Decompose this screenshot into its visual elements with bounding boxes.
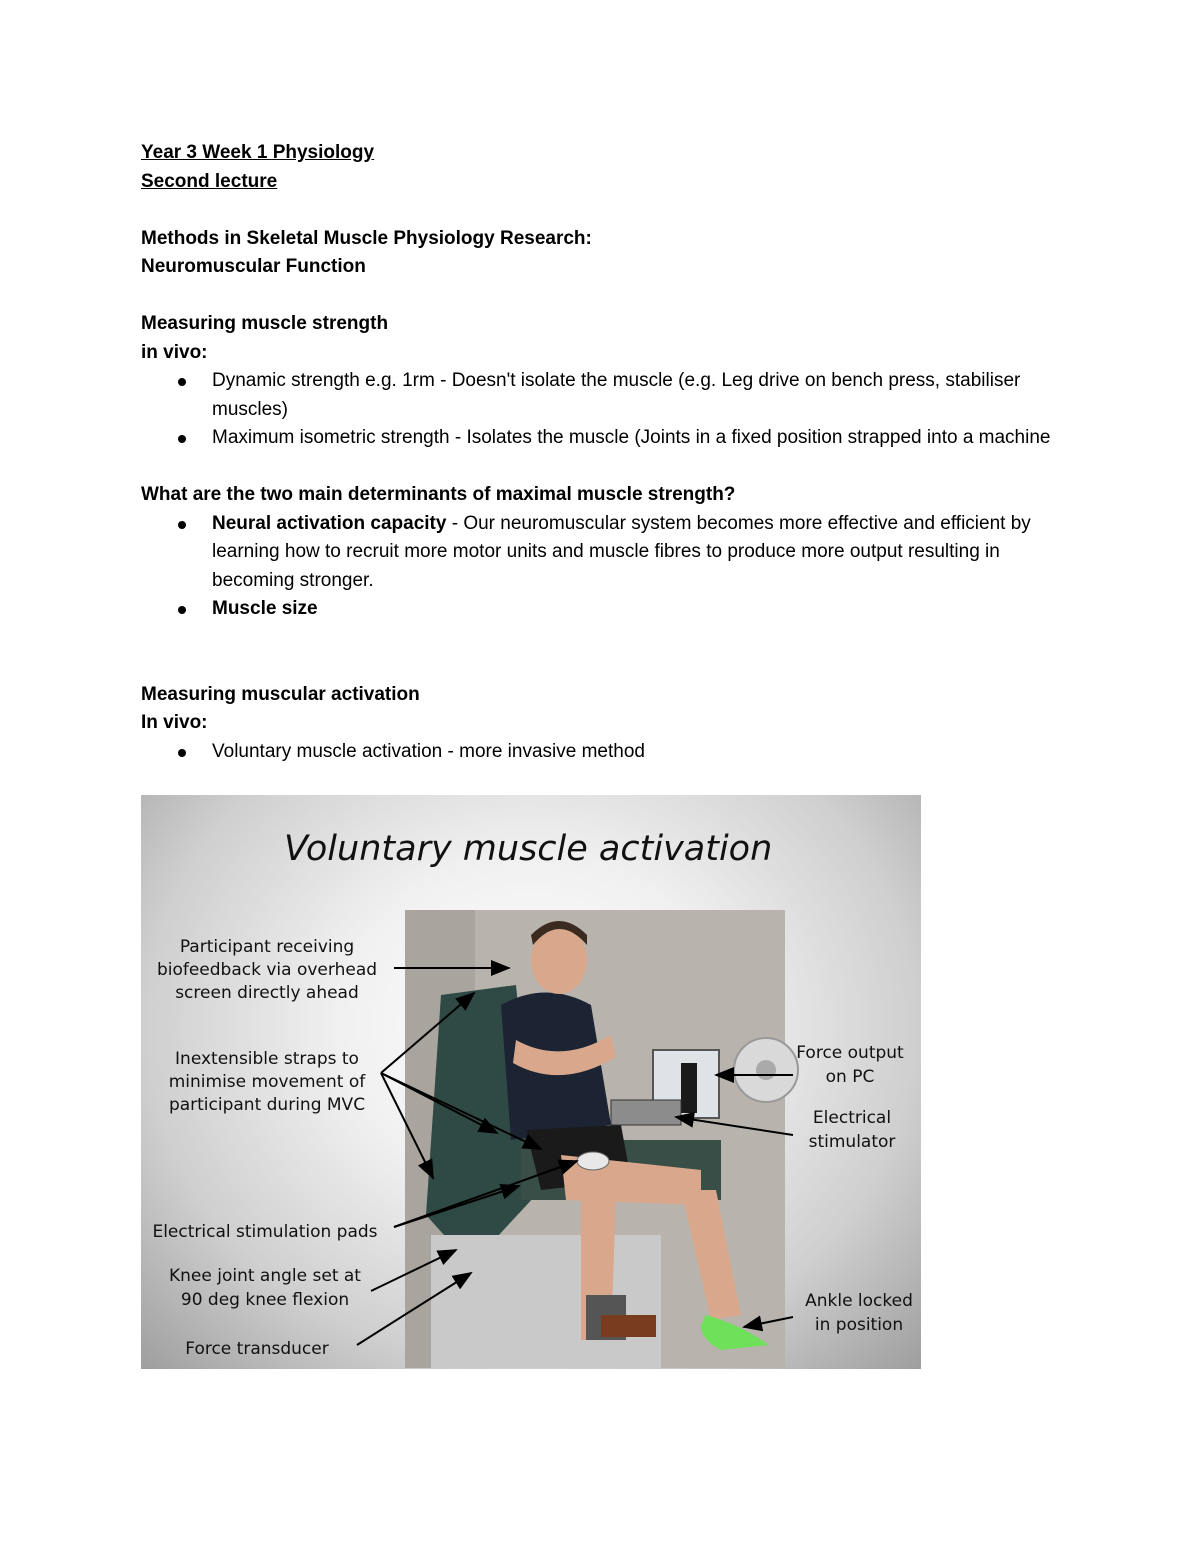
determinants-question: What are the two main determinants of maximal muscle strength?: [141, 484, 736, 505]
list-item: [141, 424, 1072, 453]
voluntary-activation-figure: [141, 795, 921, 1369]
svg-text:Knee joint angle set at: Knee joint angle set at: [169, 1266, 361, 1286]
strength-heading: Measuring muscle strength: [141, 313, 389, 334]
figure-title: Voluntary muscle activation: [284, 829, 773, 869]
bullet-icon: [178, 378, 186, 386]
svg-text:on PC: on PC: [825, 1067, 875, 1087]
topic-line-2: Neuromuscular Function: [141, 256, 366, 277]
bullet-text: Voluntary muscle activation - more invasive method: [212, 740, 645, 762]
svg-text:Ankle locked: Ankle locked: [805, 1291, 913, 1311]
label-ankle: [805, 1291, 913, 1335]
label-participant: [157, 937, 377, 1003]
label-transducer: [185, 1339, 328, 1359]
svg-text:minimise movement of: minimise movement of: [168, 1072, 366, 1092]
label-pads: [152, 1222, 377, 1242]
lab-photo: [405, 910, 798, 1368]
activation-bullet-list: [141, 738, 1071, 767]
svg-text:in position: in position: [814, 1315, 904, 1335]
strength-subheading: in vivo:: [141, 341, 208, 363]
svg-text:biofeedback via overhead: biofeedback via overhead: [156, 960, 378, 980]
list-item: [141, 738, 1072, 767]
svg-text:Inextensible straps to: Inextensible straps to: [175, 1049, 359, 1069]
bullet-icon: [178, 521, 186, 529]
bullet-icon: [178, 606, 186, 614]
bullet-icon: [178, 435, 186, 443]
strength-bullet-list: [141, 367, 1071, 453]
figure-svg: [141, 795, 921, 1369]
determinants-bullet-list: [141, 510, 1071, 624]
activation-subheading: In vivo:: [141, 712, 208, 733]
svg-text:Electrical stimulation pads: Electrical stimulation pads: [152, 1222, 378, 1242]
bullet-text: - Our neuromuscular system becomes more effective and efficient by learning how to recruit more motor units and muscle fibres to produce more output resulting in becoming stronger.: [212, 512, 1031, 591]
bullet-icon: [178, 749, 186, 757]
svg-text:stimulator: stimulator: [808, 1132, 896, 1152]
svg-text:participant during MVC: participant during MVC: [168, 1095, 366, 1115]
list-item: [141, 510, 1072, 596]
svg-text:90 deg knee flexion: 90 deg knee flexion: [180, 1290, 350, 1310]
list-item: [141, 595, 1072, 624]
svg-text:Electrical: Electrical: [812, 1108, 892, 1128]
lecture-subtitle: Second lecture: [141, 170, 278, 192]
course-title: Year 3 Week 1 Physiology: [141, 142, 375, 163]
label-knee: [169, 1266, 361, 1310]
stimulator-icon: [611, 1100, 681, 1125]
bullet-text: Maximum isometric strength - Isolates the muscle (Joints in a fixed position strapped into a machine: [212, 427, 1051, 448]
document-body: [141, 139, 1071, 766]
bullet-text: Dynamic strength e.g. 1rm - Doesn't isolate the muscle (e.g. Leg drive on bench press, stabiliser muscles): [212, 370, 1021, 420]
list-item: [141, 367, 1072, 424]
label-force-output: [796, 1043, 904, 1087]
topic-line-1: Methods in Skeletal Muscle Physiology Research:: [141, 227, 592, 249]
label-straps: [169, 1049, 367, 1115]
svg-text:Force transducer: Force transducer: [185, 1339, 329, 1359]
svg-text:screen directly ahead: screen directly ahead: [175, 983, 359, 1003]
svg-text:Force output: Force output: [796, 1043, 904, 1063]
label-stimulator: [809, 1108, 896, 1152]
activation-heading: Measuring muscular activation: [141, 683, 420, 705]
bullet-term: Muscle size: [212, 598, 318, 619]
svg-text:Participant receiving: Participant receiving: [179, 937, 355, 957]
bullet-term: Neural activation capacity: [212, 512, 447, 534]
